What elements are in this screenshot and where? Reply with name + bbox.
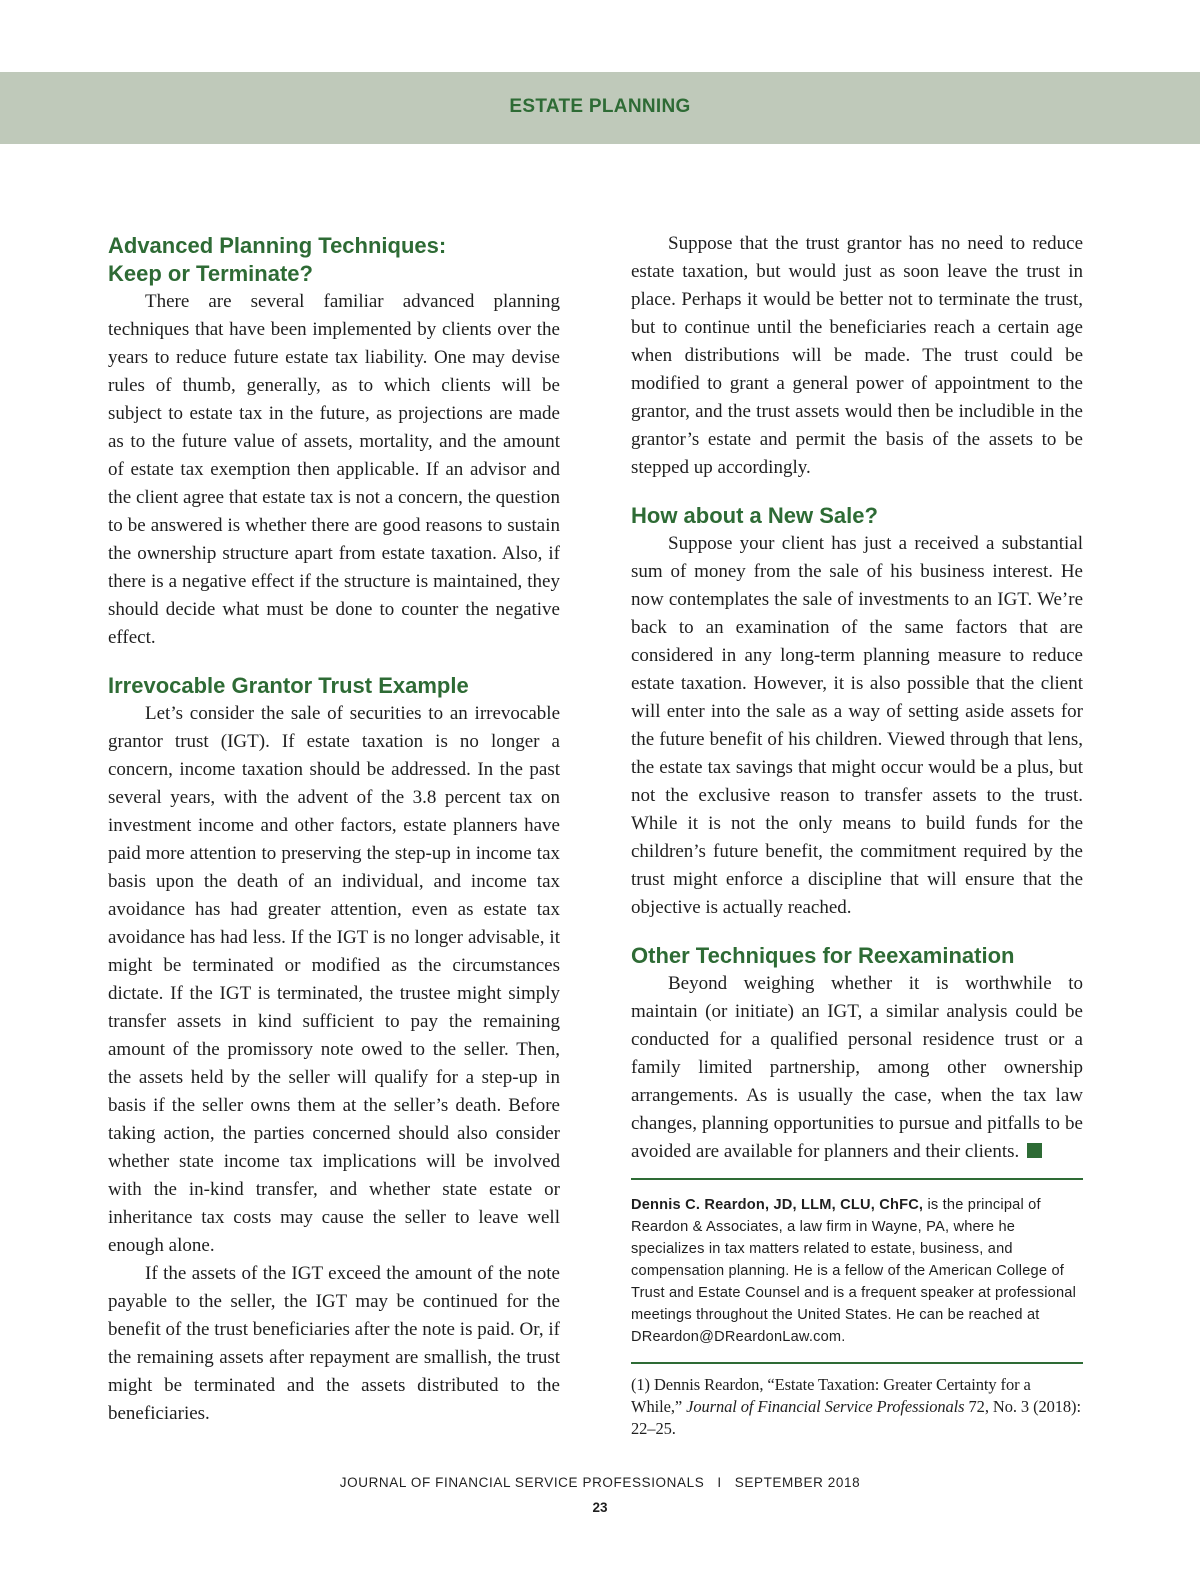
divider-bottom [631,1362,1083,1364]
author-name: Dennis C. Reardon, JD, LLM, CLU, ChFC, [631,1197,924,1213]
author-bio-text: is the principal of Reardon & Associates, a law firm in Wayne, PA, where he specializes in tax matters related to estate, business, and compensation planning. He is a fellow of the American College of Trust and Estate Counsel and is a frequent speaker at professional meetings throughout the United States. He can be reached at DReardon@DReardonLaw.com. [631,1197,1077,1345]
divider-top [631,1178,1083,1180]
heading-other-techniques: Other Techniques for Reexamination [631,943,1015,968]
endnote-text: (1) Dennis Reardon, “Estate Taxation: Greater Certainty for a While,” [631,1375,1031,1416]
endnote-tail: 72, No. 3 (2018): 22–25. [631,1397,1081,1438]
paragraph-grantor-no-need: Suppose that the trust grantor has no need to reduce estate taxation, but would just as soon leave the trust in place. Perhaps it would be better not to terminate the trust, but to continue until the beneficiaries reach a certain age when distributions will be made. The trust could be modified to grant a general power of appointment to the grantor, and the trust assets would then be includible in the grantor’s estate and permit the basis of the assets to be stepped up accordingly. [631,233,1083,478]
endnote [631,1374,1083,1440]
author-bio [631,1194,1083,1348]
paragraph-other-techniques-text: Beyond weighing whether it is worthwhile to maintain (or initiate) an IGT, a similar analysis could be conducted for a qualified personal residence trust or a family limited partnership, among other ownership arrangements. As is usually the case, when the tax law changes, planning opportunities to pursue and pitfalls to be avoided are available for planners and their clients. [631,973,1083,1162]
heading-new-sale: How about a New Sale? [631,503,878,528]
heading-line-1: Advanced Planning Techniques: [108,233,447,258]
paragraph-other-techniques [631,970,1083,1166]
section-title: ESTATE PLANNING [509,96,691,117]
end-mark-square-icon [1027,1143,1042,1158]
page-number: 23 [592,1500,608,1515]
paragraph-new-sale: Suppose your client has just a received a substantial sum of money from the sale of his business interest. He now contemplates the sale of investments to an IGT. We’re back to an examination of the same factors that are considered in any long-term planning measure to reduce estate taxation. However, it is also possible that the client will enter into the sale as a way of setting aside assets for the future benefit of his children. Viewed through that lens, the estate tax savings that might occur would be a plus, but not the exclusive reason to transfer assets to the trust. While it is not the only means to build funds for the children’s future benefit, the commitment required by the trust might enforce a discipline that will ensure that the objective is actually reached. [631,533,1083,918]
paragraph-igt-example: Let’s consider the sale of securities to an irrevocable grantor trust (IGT). If estate taxation is no longer a concern, income taxation should be addressed. In the past several years, with the advent of the 3.8 percent tax on investment income and other factors, estate planners have paid more attention to preserving the step-up in income tax basis upon the death of an individual, and income tax avoidance has had greater attention, even as estate tax avoidance has had less. If the IGT is no longer advisable, it might be terminated or modified as the circumstances dictate. If the IGT is terminated, the trustee might simply transfer assets in kind sufficient to pay the remaining amount of the promissory note owed to the seller. Then, the assets held by the seller will qualify for a step-up in basis if the seller owns them at the seller’s death. Before taking action, the parties concerned should also consider whether state income tax implications will be involved with the in-kind transfer, and whether state estate or inheritance tax costs may cause the seller to leave well enough alone. [108,703,560,1256]
heading-irrevocable-grantor-trust: Irrevocable Grantor Trust Example [108,673,469,698]
paragraph-igt-continued: If the assets of the IGT exceed the amount of the note payable to the seller, the IGT may be continued for the benefit of the trust beneficiaries after the note is paid. Or, if the remaining assets after repayment are smallish, the trust might be terminated and the assets distributed to the beneficiaries. [108,1263,560,1424]
heading-keep-or-terminate [108,232,560,288]
paragraph-advanced-techniques: There are several familiar advanced planning techniques that have been implemented by clients over the years to reduce future estate tax liability. One may devise rules of thumb, generally, as to which clients will be subject to estate tax in the future, as projections are made as to the future value of assets, mortality, and the amount of estate tax exemption then applicable. If an advisor and the client agree that estate tax is not a concern, the question to be answered is whether there are good reasons to sustain the ownership structure apart from estate taxation. Also, if there is a negative effect if the structure is maintained, they should decide what must be done to counter the negative effect. [108,291,560,648]
heading-line-2: Keep or Terminate? [108,261,313,286]
endnote-journal: Journal of Financial Service Professionals [686,1397,965,1416]
right-column [631,230,1083,1440]
left-column [108,230,560,1428]
footer-journal-line: JOURNAL OF FINANCIAL SERVICE PROFESSIONALS I SEPTEMBER 2018 [339,1475,861,1490]
